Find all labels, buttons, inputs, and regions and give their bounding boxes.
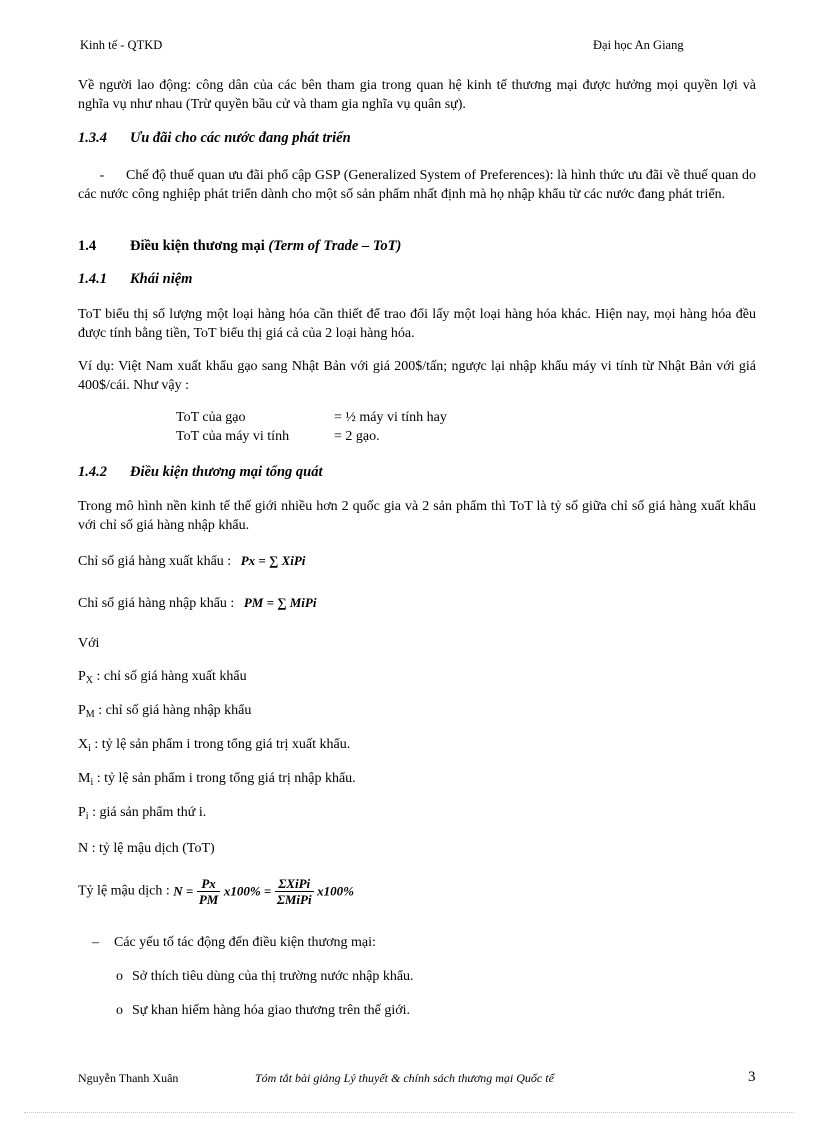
fraction-numerator: ΣXiPi bbox=[275, 876, 314, 892]
subscript: i bbox=[90, 777, 94, 788]
section-number: 1.3.4 bbox=[78, 130, 107, 146]
paragraph-model: Trong mô hình nền kinh tế thế giới nhiều hơn 2 quốc gia và 2 sản phẩm thì ToT là tỷ số giữa chỉ số giá hàng xuất khẩu với chỉ số giá hàng nhập khẩu. bbox=[78, 499, 756, 533]
factors-title: Các yếu tố tác động đến điều kiện thương mại: bbox=[114, 935, 376, 950]
symbol: P bbox=[78, 703, 86, 718]
paragraph-tot: ToT biểu thị số lượng một loại hàng hóa cần thiết để trao đổi lấy một loại hàng hóa khác. Hiện nay, mọi hàng hóa đều được tính bằng tiền, ToT biểu thị giá cả của 2 loại hàng hóa. bbox=[78, 307, 756, 341]
import-index-formula: PM = ∑ MiPi bbox=[243, 595, 317, 610]
factor-item bbox=[116, 1003, 410, 1019]
footer-title: Tóm tắt bài giảng Lý thuyết & chính sách thương mại Quốc tế bbox=[255, 1071, 554, 1085]
section-title: Điều kiện thương mại tổng quát bbox=[130, 464, 323, 480]
section-number: 1.4.1 bbox=[78, 271, 107, 287]
fraction-denominator: ΣMiPi bbox=[276, 892, 312, 907]
subscript: i bbox=[88, 743, 91, 754]
definition-pm bbox=[78, 703, 251, 719]
paragraph-workers: Về người lao động: công dân của các bên tham gia trong quan hệ kinh tế thương mại được hưởng mọi quyền lợi và nghĩa vụ như nhau (Trừ quyền bầu cử và tham gia nghĩa vụ quân sự). bbox=[78, 78, 756, 112]
subscript: M bbox=[85, 709, 95, 720]
definition-px bbox=[78, 669, 247, 685]
footer-author: Nguyễn Thanh Xuân bbox=[78, 1071, 179, 1085]
import-index-label: Chỉ số giá hàng nhập khẩu : bbox=[78, 596, 235, 611]
page-divider bbox=[24, 1112, 794, 1113]
definition-text: : chỉ số giá hàng nhập khẩu bbox=[98, 703, 252, 718]
definition-mi bbox=[78, 771, 356, 787]
trade-ratio-label: Tỷ lệ mậu dịch : bbox=[78, 883, 170, 899]
with-label: Với bbox=[78, 636, 100, 651]
section-title-italic: (Term of Trade – ToT) bbox=[268, 238, 402, 254]
dash-marker: - bbox=[99, 168, 105, 183]
factor-item bbox=[116, 969, 414, 985]
factors-heading bbox=[92, 935, 376, 951]
export-index-line bbox=[78, 553, 305, 570]
definition-text: : tỷ lệ sản phẩm i trong tổng giá trị nhập khẩu. bbox=[96, 771, 356, 786]
factor-text: Sở thích tiêu dùng của thị trường nước nhập khẩu. bbox=[132, 969, 414, 984]
section-title: Ưu đãi cho các nước đang phát triển bbox=[130, 130, 351, 146]
section-number: 1.4 bbox=[78, 238, 97, 254]
fraction-sums bbox=[275, 876, 314, 907]
subscript: i bbox=[85, 811, 89, 822]
definition-xi bbox=[78, 737, 350, 753]
export-index-label: Chỉ số giá hàng xuất khẩu : bbox=[78, 554, 232, 569]
subscript: X bbox=[85, 675, 94, 686]
symbol: X bbox=[78, 737, 89, 752]
section-title: Điều kiện thương mại bbox=[130, 238, 265, 254]
definition-text: : chỉ số giá hàng xuất khẩu bbox=[96, 669, 247, 684]
definition-text: : tỷ lệ mậu dịch (ToT) bbox=[91, 841, 215, 856]
example-rice-right: = ½ máy vi tính hay bbox=[334, 410, 447, 425]
import-index-line bbox=[78, 595, 316, 612]
example-rice-left: ToT của gạo bbox=[176, 410, 246, 425]
gsp-text: Chế độ thuế quan ưu đãi phổ cập GSP (Generalized System of Preferences): là hình thức ưu đãi về thuế quan do các nước công nghiệp phát triển dành cho một số sản phẩm nhất định mà họ nhập khẩu từ các nước đang phát triển. bbox=[78, 168, 756, 202]
ratio-multiplier-2: x100% bbox=[317, 883, 354, 899]
export-index-formula: Px = ∑ XiPi bbox=[240, 553, 306, 568]
example-computer-right: = 2 gạo. bbox=[334, 429, 380, 444]
symbol: M bbox=[78, 771, 91, 786]
section-1-4-2-heading bbox=[78, 464, 323, 481]
ratio-multiplier: x100% = bbox=[223, 883, 272, 899]
definition-text: : giá sản phẩm thứ i. bbox=[92, 805, 207, 820]
dash-marker: – bbox=[92, 935, 99, 950]
definition-n bbox=[78, 841, 215, 857]
paragraph-example: Ví dụ: Việt Nam xuất khẩu gạo sang Nhật Bản với giá 200$/tấn; ngược lại nhập khẩu máy vi tính từ Nhật Bản với giá 400$/cái. Như vậy : bbox=[78, 359, 756, 393]
section-1-4-1-heading bbox=[78, 271, 192, 288]
fraction-denominator: PM bbox=[198, 892, 219, 907]
fraction-px-pm bbox=[197, 876, 221, 907]
definition-pi bbox=[78, 805, 206, 821]
symbol: P bbox=[78, 669, 86, 684]
example-computer-left: ToT của máy vi tính bbox=[176, 429, 290, 444]
paragraph-gsp bbox=[78, 166, 756, 204]
header-left: Kinh tế - QTKD bbox=[80, 38, 163, 52]
symbol: P bbox=[78, 805, 86, 820]
section-1-3-4-heading bbox=[78, 130, 351, 147]
symbol: N bbox=[78, 841, 89, 856]
factor-text: Sự khan hiếm hàng hóa giao thương trên thế giới. bbox=[132, 1003, 411, 1018]
definition-text: : tỷ lệ sản phẩm i trong tổng giá trị xuất khẩu. bbox=[94, 737, 351, 752]
trade-ratio-line bbox=[78, 876, 354, 907]
fraction-numerator: Px bbox=[197, 876, 221, 892]
circle-bullet-icon: o bbox=[116, 1003, 123, 1018]
header-right: Đại học An Giang bbox=[593, 38, 684, 52]
section-1-4-heading bbox=[78, 238, 401, 255]
ratio-lhs: N = bbox=[173, 883, 194, 899]
section-number: 1.4.2 bbox=[78, 464, 107, 480]
circle-bullet-icon: o bbox=[116, 969, 123, 984]
page-number: 3 bbox=[748, 1069, 756, 1085]
section-title: Khái niệm bbox=[130, 271, 193, 287]
